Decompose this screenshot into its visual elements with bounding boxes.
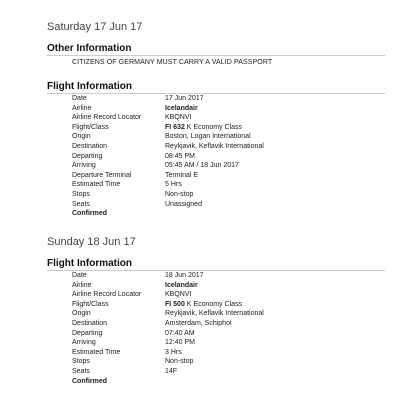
detail-label: Airline Record Locator xyxy=(72,114,142,122)
section-divider xyxy=(47,55,385,56)
day-heading-sunday: Sunday 18 Jun 17 xyxy=(47,236,136,248)
flight-details-2 xyxy=(72,271,372,386)
detail-label: Estimated Time xyxy=(72,181,121,189)
detail-row-destination xyxy=(72,142,372,152)
detail-label: Flight/Class xyxy=(72,300,109,308)
detail-label: Seats xyxy=(72,200,90,208)
section-title-flight-information-1: Flight Information xyxy=(47,81,132,92)
detail-value xyxy=(165,123,372,133)
detail-value xyxy=(165,300,372,310)
detail-value: 3 Hrs xyxy=(165,348,182,356)
booking-status-row xyxy=(72,377,372,387)
detail-value: 14F xyxy=(165,367,178,375)
detail-row-seats xyxy=(72,367,372,377)
detail-row-seats xyxy=(72,200,372,210)
detail-label: Airline xyxy=(72,104,92,112)
detail-label: Destination xyxy=(72,319,108,327)
day-heading-saturday: Saturday 17 Jun 17 xyxy=(47,21,143,33)
passport-notice: CITIZENS OF GERMANY MUST CARRY A VALID PASSPORT xyxy=(72,59,273,66)
detail-value: Unassigned xyxy=(165,200,202,208)
detail-label: Date xyxy=(72,95,87,102)
detail-value: 17 Jun 2017 xyxy=(165,95,204,102)
detail-label: Flight/Class xyxy=(72,123,109,131)
detail-row-airline xyxy=(72,104,372,114)
booking-status: Confirmed xyxy=(72,377,107,385)
detail-label: Airline Record Locator xyxy=(72,291,142,299)
section-title-flight-information-2: Flight Information xyxy=(47,258,132,269)
detail-value: KBQNVI xyxy=(165,114,192,122)
detail-row-airline xyxy=(72,281,372,291)
detail-row-destination xyxy=(72,319,372,329)
detail-label: Airline xyxy=(72,281,92,289)
detail-row-date xyxy=(72,271,372,281)
detail-value: Amsterdam, Schiphol xyxy=(165,319,232,327)
flight-details-1 xyxy=(72,94,372,219)
detail-label: Estimated Time xyxy=(72,348,121,356)
detail-value: Non-stop xyxy=(165,358,194,366)
detail-row-departing xyxy=(72,152,372,162)
detail-value: 12:40 PM xyxy=(165,339,195,347)
detail-label: Stops xyxy=(72,358,90,366)
detail-label: Departing xyxy=(72,329,103,337)
detail-row-arriving xyxy=(72,161,372,171)
detail-row-flight-class xyxy=(72,123,372,133)
fare-class: K Economy Class xyxy=(184,123,243,131)
detail-value: 08:45 PM xyxy=(165,152,195,160)
detail-value: Boston, Logan International xyxy=(165,133,251,141)
detail-value: Terminal E xyxy=(165,171,199,179)
detail-label: Destination xyxy=(72,142,108,150)
detail-label: Stops xyxy=(72,190,90,198)
detail-row-departure-terminal xyxy=(72,171,372,181)
detail-value: Reykjavik, Keflavik International xyxy=(165,142,264,150)
detail-row-record-locator xyxy=(72,113,372,123)
detail-row-arriving xyxy=(72,338,372,348)
detail-row-record-locator xyxy=(72,290,372,300)
detail-label: Origin xyxy=(72,133,91,141)
fare-class: K Economy Class xyxy=(184,300,243,308)
booking-status: Confirmed xyxy=(72,210,107,218)
detail-row-stops xyxy=(72,190,372,200)
section-title-other-information: Other Information xyxy=(47,43,132,54)
detail-label: Arriving xyxy=(72,339,96,347)
detail-value: Non-stop xyxy=(165,190,194,198)
detail-row-flight-class xyxy=(72,300,372,310)
detail-value: 05:45 AM / 18 Jun 2017 xyxy=(165,162,239,170)
detail-row-origin xyxy=(72,309,372,319)
detail-value: Icelandair xyxy=(165,104,198,112)
detail-row-stops xyxy=(72,357,372,367)
detail-row-departing xyxy=(72,329,372,339)
detail-row-estimated-time xyxy=(72,348,372,358)
detail-label: Date xyxy=(72,272,87,279)
booking-status-row xyxy=(72,209,372,219)
flight-number: FI 632 xyxy=(165,123,185,131)
detail-label: Arriving xyxy=(72,162,96,170)
detail-value: 5 Hrs xyxy=(165,181,182,189)
detail-row-date xyxy=(72,94,372,104)
detail-row-origin xyxy=(72,132,372,142)
detail-label: Departure Terminal xyxy=(72,171,132,179)
detail-label: Seats xyxy=(72,367,90,375)
detail-value: 07:40 AM xyxy=(165,329,195,337)
detail-label: Departing xyxy=(72,152,103,160)
detail-value: Reykjavik, Keflavik International xyxy=(165,310,264,318)
detail-value: 18 Jun 2017 xyxy=(165,272,204,279)
detail-row-estimated-time xyxy=(72,180,372,190)
detail-value: Icelandair xyxy=(165,281,198,289)
detail-value: KBQNVI xyxy=(165,291,192,299)
flight-number: FI 500 xyxy=(165,300,185,308)
detail-label: Origin xyxy=(72,310,91,318)
